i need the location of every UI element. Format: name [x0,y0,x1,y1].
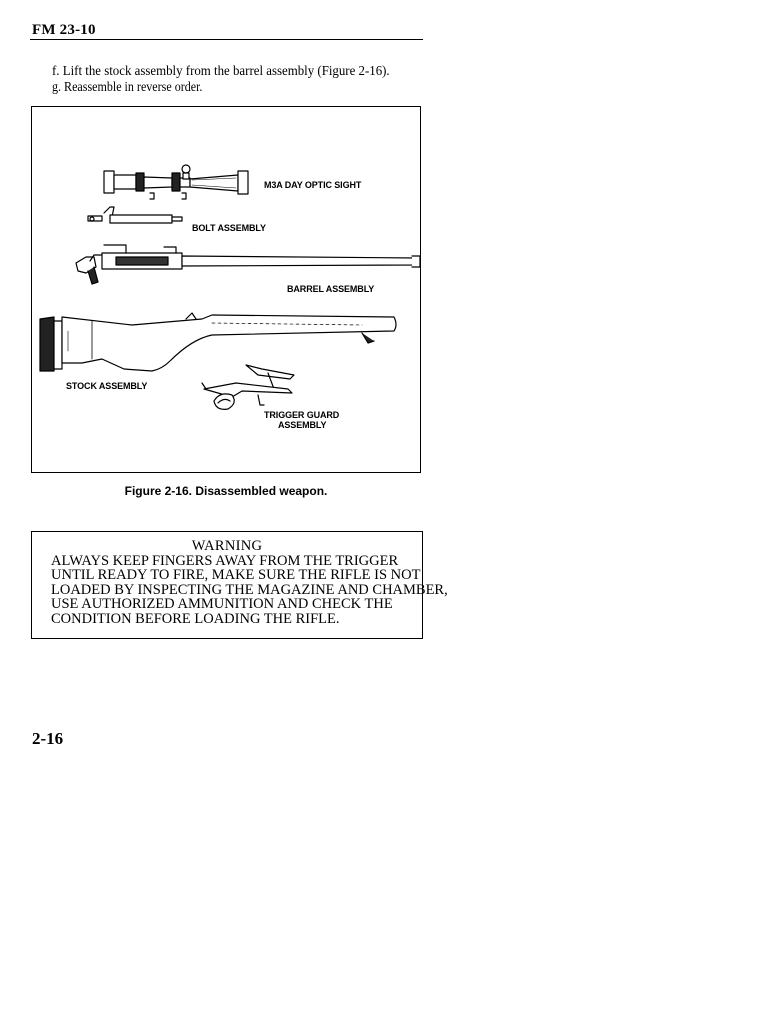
warning-line: ALWAYS KEEP FINGERS AWAY FROM THE TRIGGER [51,552,399,569]
optic-sight-drawing [104,165,248,199]
page-number: 2-16 [32,729,64,748]
trigger-guard-drawing [202,365,294,409]
warning-line: USE AUTHORIZED AMMUNITION AND CHECK THE [51,596,393,613]
label-bolt-assembly: BOLT ASSEMBLY [192,223,266,233]
warning-line: CONDITION BEFORE LOADING THE RIFLE. [51,610,340,627]
stock-assembly-drawing [40,313,396,371]
warning-box [31,531,448,639]
instruction-steps [52,64,422,96]
label-trigger-guard-line1: TRIGGER GUARD [264,410,340,420]
manual-id: FM 23-10 [32,22,96,38]
warning-title: WARNING [191,538,263,554]
label-trigger-guard-line2: ASSEMBLY [278,420,327,430]
label-optic-sight: M3A DAY OPTIC SIGHT [264,180,362,190]
label-barrel-assembly: BARREL ASSEMBLY [287,284,375,294]
warning-line: LOADED BY INSPECTING THE MAGAZINE AND CHAMBER, [51,581,448,598]
step-f: f. Lift the stock assembly from the barrel assembly (Figure 2-16). [52,64,390,79]
figure-frame [31,106,421,473]
step-g: g. Reassemble in reverse order. [52,80,203,95]
warning-line: UNTIL READY TO FIRE, MAKE SURE THE RIFLE IS NOT [51,567,421,584]
bolt-assembly-drawing [88,207,182,223]
header-rule [30,39,423,40]
warning-body [51,552,448,627]
barrel-assembly-drawing [76,245,420,284]
label-stock-assembly: STOCK ASSEMBLY [66,381,148,391]
figure-caption: Figure 2-16. Disassembled weapon. [124,484,328,498]
